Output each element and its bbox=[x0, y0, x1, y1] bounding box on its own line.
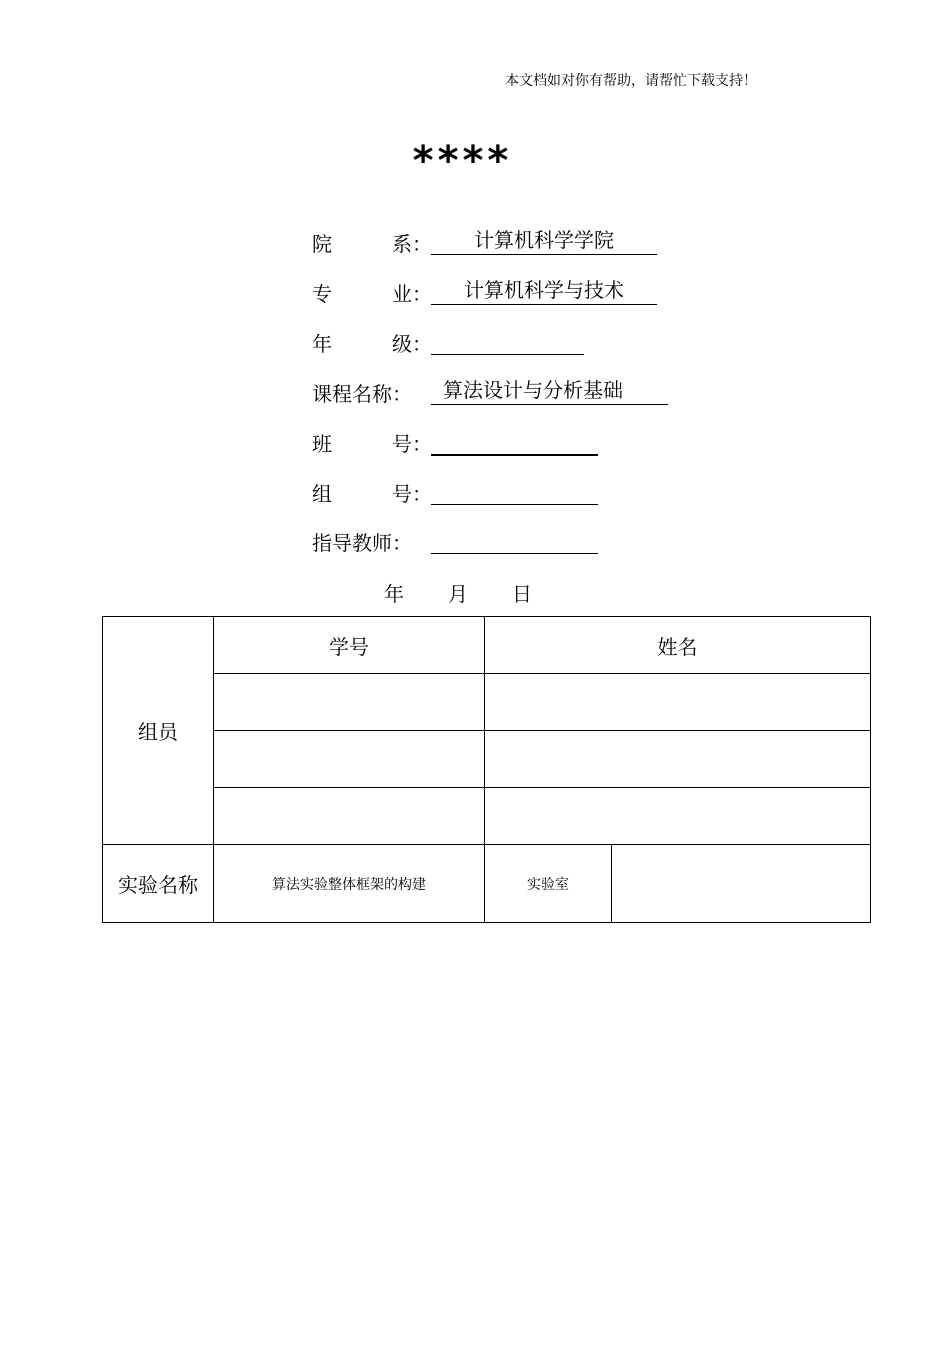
major-label: 专 业： bbox=[312, 282, 432, 306]
student-id-cell-2[interactable] bbox=[214, 731, 485, 788]
table-row bbox=[103, 788, 871, 845]
major-value[interactable]: 计算机科学与技术 bbox=[431, 278, 657, 305]
grade-label: 年 级： bbox=[312, 332, 432, 356]
lab-value[interactable] bbox=[612, 845, 871, 923]
course-value[interactable]: 算法设计与分析基础 bbox=[431, 378, 668, 405]
class-no-label: 班 号： bbox=[312, 432, 432, 456]
student-name-cell-2[interactable] bbox=[485, 731, 871, 788]
table-header-row bbox=[103, 617, 871, 674]
date-month: 月 bbox=[448, 582, 468, 606]
date-row bbox=[384, 578, 532, 607]
page-title: **** bbox=[412, 138, 513, 184]
course-label: 课程名称： bbox=[312, 382, 412, 406]
student-id-cell-1[interactable] bbox=[214, 674, 485, 731]
date-day: 日 bbox=[512, 582, 532, 606]
col-name-header: 姓名 bbox=[485, 617, 871, 674]
class-no-value[interactable] bbox=[431, 428, 598, 456]
header-note: 本文档如对你有帮助，请帮忙下载支持！ bbox=[505, 73, 757, 89]
student-name-cell-3[interactable] bbox=[485, 788, 871, 845]
table-row bbox=[103, 731, 871, 788]
student-name-cell-1[interactable] bbox=[485, 674, 871, 731]
col-student-id-header: 学号 bbox=[214, 617, 485, 674]
student-id-cell-3[interactable] bbox=[214, 788, 485, 845]
experiment-name-label: 实验名称 bbox=[103, 845, 214, 923]
group-no-label: 组 号： bbox=[312, 482, 432, 506]
advisor-label: 指导教师： bbox=[312, 531, 412, 555]
department-label: 院 系： bbox=[312, 232, 432, 256]
table-row bbox=[103, 674, 871, 731]
grade-value[interactable] bbox=[431, 328, 584, 355]
department-value[interactable]: 计算机科学学院 bbox=[431, 228, 657, 255]
advisor-value[interactable] bbox=[431, 527, 598, 554]
lab-label: 实验室 bbox=[485, 845, 612, 923]
date-year: 年 bbox=[384, 582, 404, 606]
experiment-row bbox=[103, 845, 871, 923]
group-no-value[interactable] bbox=[431, 478, 598, 505]
members-table bbox=[102, 616, 871, 923]
members-label-cell: 组员 bbox=[103, 617, 214, 845]
experiment-name-value[interactable]: 算法实验整体框架的构建 bbox=[214, 845, 485, 923]
